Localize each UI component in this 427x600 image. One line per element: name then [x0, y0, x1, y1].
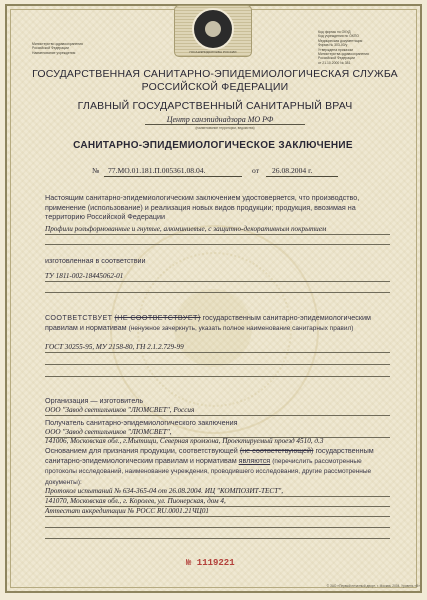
form-code-line: Код учреждения по ОКПО: [318, 34, 359, 39]
emblem-text: ГОСАНЭПИДСЛУЖБА РОССИИ: [189, 50, 237, 54]
protocol-underline: [45, 516, 390, 517]
tu-underline: [45, 281, 390, 282]
compliance-no: (НЕ СООТВЕТСТВУЕТ): [114, 313, 201, 322]
number-value: 77.МО.01.181.П.005361.08.04.: [108, 166, 206, 175]
serial-number: № 1119221: [186, 558, 235, 568]
compliance-yes: СООТВЕТСТВУЕТ: [45, 313, 113, 322]
form-code-line: Форма № 303-00/у: [318, 43, 348, 48]
basis-block: [45, 446, 390, 487]
number-underline: [104, 176, 242, 177]
gost-list: ГОСТ 30255-95, МУ 2158-80, ГН 2.1.2.729-99: [45, 343, 184, 351]
center-name: Центр санэпиднадзора МО РФ: [166, 115, 274, 124]
date-value: 26.08.2004 г.: [272, 166, 313, 175]
form-code-line: от 21.10.2000 № 381: [318, 60, 351, 65]
printer-note: © ЗАО «Первый печатный двор», г. Москва, 2004. Уровень «В»: [326, 584, 420, 588]
gost-underline: [45, 352, 390, 353]
recipient-value-2: 141006, Московская обл., г.Мытищи, Северная промзона, Проектируемый проезд 4510, д.3: [45, 437, 324, 445]
center-subcaption: (наименование территории, ведомства): [195, 126, 255, 130]
org-label: Организация — изготовитель: [45, 396, 144, 405]
document-title: САНИТАРНО-ЭПИДЕМИОЛОГИЧЕСКОЕ ЗАКЛЮЧЕНИЕ: [73, 140, 353, 151]
form-code-line: Код формы по ОКУД: [318, 30, 351, 34]
emblem-seal-icon: [192, 8, 234, 50]
tu-code: ТУ 1811-002-18445062-01: [45, 272, 124, 280]
org-value: ООО "Завод светильников "ЛЮМСВЕТ", Россия: [45, 406, 195, 414]
basis-text-c: государственным санитарно-эпидемиологическим правилам и нормативам: [45, 446, 374, 465]
recipient-value-1: ООО "Завод светильников "ЛЮМСВЕТ",: [45, 428, 172, 436]
header-line-2: РОССИЙСКОЙ ФЕДЕРАЦИИ: [141, 81, 289, 93]
product-name: Профили рольформованные и гнутые, алюминиевые, с защитно-декоративным покрытием: [45, 225, 327, 233]
blank-line: [45, 244, 390, 245]
basis-text-b: (не соответствующей): [239, 446, 314, 455]
blank-line: [45, 527, 390, 528]
form-code-line: Утверждена приказом: [318, 47, 353, 52]
made-label: изготовленная в соответствии: [45, 256, 146, 265]
header-line-3: ГЛАВНЫЙ ГОСУДАРСТВЕННЫЙ САНИТАРНЫЙ ВРАЧ: [77, 100, 353, 112]
protocol-line-3: Аттестат аккредитации № РОСС RU.0001.21ЧЦ01: [45, 507, 210, 515]
form-code-line: Медицинская документация: [318, 38, 363, 43]
header-line-1: ГОСУДАРСТВЕННАЯ САНИТАРНО-ЭПИДЕМИОЛОГИЧЕСКАЯ СЛУЖБА: [32, 68, 398, 80]
basis-text-d: являются: [238, 455, 271, 465]
top-right-block: [318, 30, 402, 65]
number-prefix: №: [92, 166, 100, 175]
protocol-line-1: Протокол испытаний № 634-365-04 от 26.08.2004. ИЦ "КОМПОЗИТ-ТЕСТ",: [45, 487, 284, 495]
date-underline: [266, 176, 338, 177]
blank-line: [45, 538, 390, 539]
compliance-block: [45, 313, 390, 333]
blank-line: [45, 376, 390, 377]
blank-line: [45, 364, 390, 365]
basis-text-e: (перечислить рассмотренные протоколы исследований, наименование учреждения, проводившего исследования, другие рассмотренные документы):: [45, 457, 372, 486]
compliance-note: (ненужное зачеркнуть, указать полное наименование санитарных правил): [128, 324, 354, 332]
center-underline: [145, 124, 305, 125]
form-code-line: Министерства здравоохранения: [318, 52, 369, 57]
ministry-line: Министерство здравоохранения: [32, 42, 83, 46]
product-underline: [45, 234, 390, 235]
compliance-text: государственным санитарно-эпидемиологическим правилам и нормативам: [45, 313, 371, 332]
ministry-line: Российской Федерации: [32, 46, 69, 51]
recipient-label: Получатель санитарно-эпидемиологического заключения: [45, 418, 238, 427]
date-from-label: от: [252, 166, 260, 175]
top-left-block: [32, 42, 122, 55]
basis-text-a: Основанием для признания продукции, соответствующей: [45, 446, 238, 455]
org-underline: [45, 415, 390, 416]
emblem-logo: [174, 5, 252, 57]
intro-paragraph: Настоящим санитарно-эпидемиологическим заключением удостоверяется, что производство, применение (использование) и реализация новых видов продукции; продукция, ввозимая на территорию Российской Федерации: [45, 193, 360, 221]
form-code-line: Российской Федерации: [318, 56, 355, 61]
blank-line: [45, 292, 390, 293]
institution-line: Наименование учреждения: [32, 50, 76, 55]
protocol-line-2: 141070, Московская обл., г. Королев, ул. Пионерская, дом 4,: [45, 497, 226, 505]
